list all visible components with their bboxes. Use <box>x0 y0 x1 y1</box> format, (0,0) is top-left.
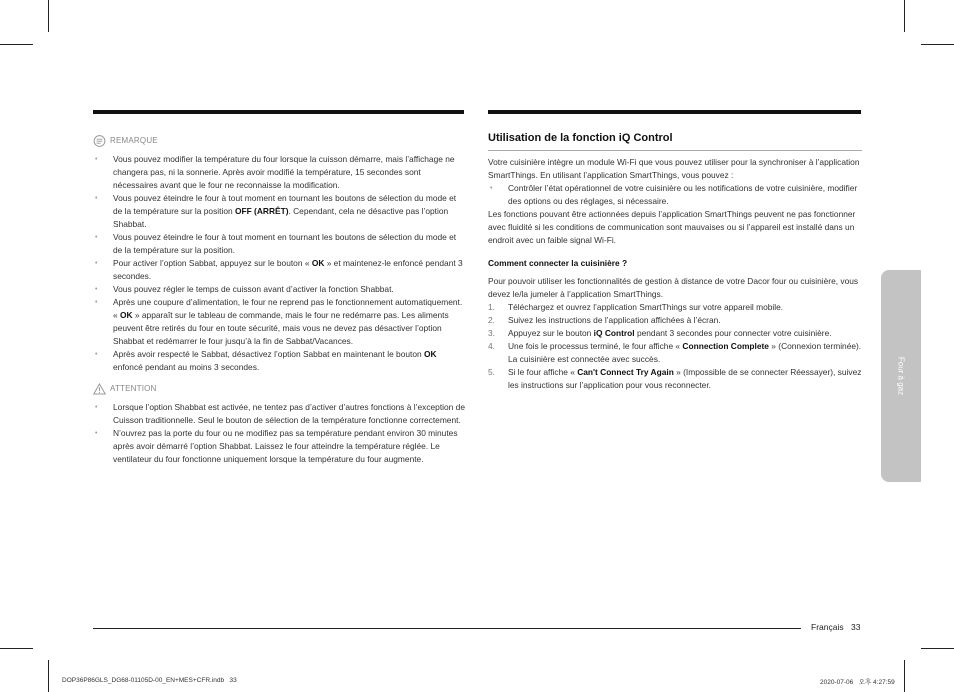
crop-mark <box>904 660 905 692</box>
paragraph: Les fonctions pouvant être actionnées depuis l’application SmartThings peuvent ne pas fonctionner avec fluidité si les conditions de communication sont mauvaises ou si l’appareil est installé dans un endroit avec un faible signal Wi-Fi. <box>488 209 856 245</box>
footer-language: Français <box>811 622 844 632</box>
right-column-rule <box>488 110 861 114</box>
crop-mark <box>48 660 49 692</box>
step-item: 3. Appuyez sur le bouton iQ Control pendant 3 secondes pour connecter votre cuisinière. <box>488 328 832 338</box>
note-item: • Après avoir respecté le Sabbat, désactivez l’option Sabbat en maintenant le bouton OK enfoncé pendant au moins 3 secondes. <box>93 348 465 374</box>
chapter-side-tab <box>881 270 921 482</box>
step-item: 1. Téléchargez et ouvrez l’application SmartThings sur votre appareil mobile. <box>488 302 784 312</box>
right-column <box>488 132 862 392</box>
warning-icon <box>93 383 106 395</box>
note-item: • Vous pouvez éteindre le four à tout moment en tournant les boutons de sélection du mode et de la température sur la position OFF (ARRÊT). Cependant, cela ne désactive pas l’option Shabbat. <box>93 192 465 231</box>
step-item: 4. Une fois le processus terminé, le four affiche « Connection Complete » (Connexion terminée). La cuisinière est connectée avec succès. <box>488 341 862 364</box>
note-icon <box>93 135 106 147</box>
intro-bullet: • Contrôler l’état opérationnel de votre cuisinière ou les notifications de votre cuisinière, modifier des options ou des réglages, si nécessaire. <box>488 182 862 208</box>
caution-list <box>93 401 465 466</box>
crop-mark <box>48 0 49 32</box>
caution-label: ATTENTION <box>110 384 157 393</box>
imprint-file: DOP36P86GLS_DG68-01105D-00_EN+MES+CFR.indb 33 <box>62 677 237 684</box>
section-title: Utilisation de la fonction iQ Control <box>488 132 862 151</box>
paragraph: Pour pouvoir utiliser les fonctionnalités de gestion à distance de votre Dacor four ou cuisinière, vous devez le/la jumeler à l’application SmartThings. <box>488 276 859 299</box>
note-item: • Pour activer l’option Sabbat, appuyez sur le bouton « OK » et maintenez-le enfoncé pendant 3 secondes. <box>93 257 465 283</box>
note-item: • Vous pouvez éteindre le four à tout moment en tournant les boutons de sélection du mode et de la température sur la position. <box>93 231 465 257</box>
caution-header <box>93 382 465 395</box>
left-column <box>93 134 465 466</box>
step-item: 5. Si le four affiche « Can't Connect Try Again » (Impossible de se connecter Réessayer), suivez les instructions sur l’application pour vous reconnecter. <box>488 367 862 390</box>
note-item: • Après une coupure d’alimentation, le four ne reprend pas le fonctionnement automatiquement. « OK » apparaît sur le tableau de commande, mais le four ne redémarre pas. Les aliments peuvent être retirés du four en toute sécurité, mais vous ne devez pas désactiver l’option Shabbat et redémarrer le four jusqu’à la fin de Sabbat/Vacances. <box>93 296 465 348</box>
crop-mark <box>0 44 33 45</box>
left-column-rule <box>93 110 464 114</box>
note-item: • Vous pouvez régler le temps de cuisson avant d’activer la fonction Shabbat. <box>93 283 465 296</box>
note-header <box>93 134 465 147</box>
note-item: • Vous pouvez modifier la température du four lorsque la cuisson démarre, mais l’affichage ne changera pas, ni la sonnerie. Après avoir modifié la température, 15 secondes sont nécessaires avant que le four ne reconnaisse la modification. <box>93 153 465 192</box>
note-label: REMARQUE <box>110 136 158 145</box>
footer-rule <box>93 628 801 629</box>
chapter-label: Four à gaz <box>896 356 906 396</box>
crop-mark <box>921 648 954 649</box>
crop-mark <box>904 0 905 32</box>
step-item: 2. Suivez les instructions de l’application affichées à l’écran. <box>488 315 721 325</box>
crop-mark <box>921 44 954 45</box>
intro-paragraph: Votre cuisinière intègre un module Wi-Fi que vous pouvez utiliser pour la synchroniser à l’application SmartThings. En utilisant l’application SmartThings, vous pouvez : <box>488 157 860 180</box>
subheading: Comment connecter la cuisinière ? <box>488 258 628 268</box>
note-list <box>93 153 465 374</box>
caution-item: • N’ouvrez pas la porte du four ou ne modifiez pas sa température pendant environ 30 minutes après avoir démarré l’option Shabbat. Laissez le four atteindre la température réglée. Le ventilateur du four fonctionne uniquement lorsque la température du four augmente. <box>93 427 465 466</box>
crop-mark <box>0 648 33 649</box>
imprint-date: 2020-07-06 오후 4:27:59 <box>820 679 895 686</box>
steps-list <box>488 301 862 392</box>
page-number: 33 <box>851 622 861 632</box>
caution-item: • Lorsque l’option Shabbat est activée, ne tentez pas d’activer d’autres fonctions à l’exception de Cuisson traditionnelle. Seul le bouton de sélection de la température fonctionne correctement. <box>93 401 465 427</box>
